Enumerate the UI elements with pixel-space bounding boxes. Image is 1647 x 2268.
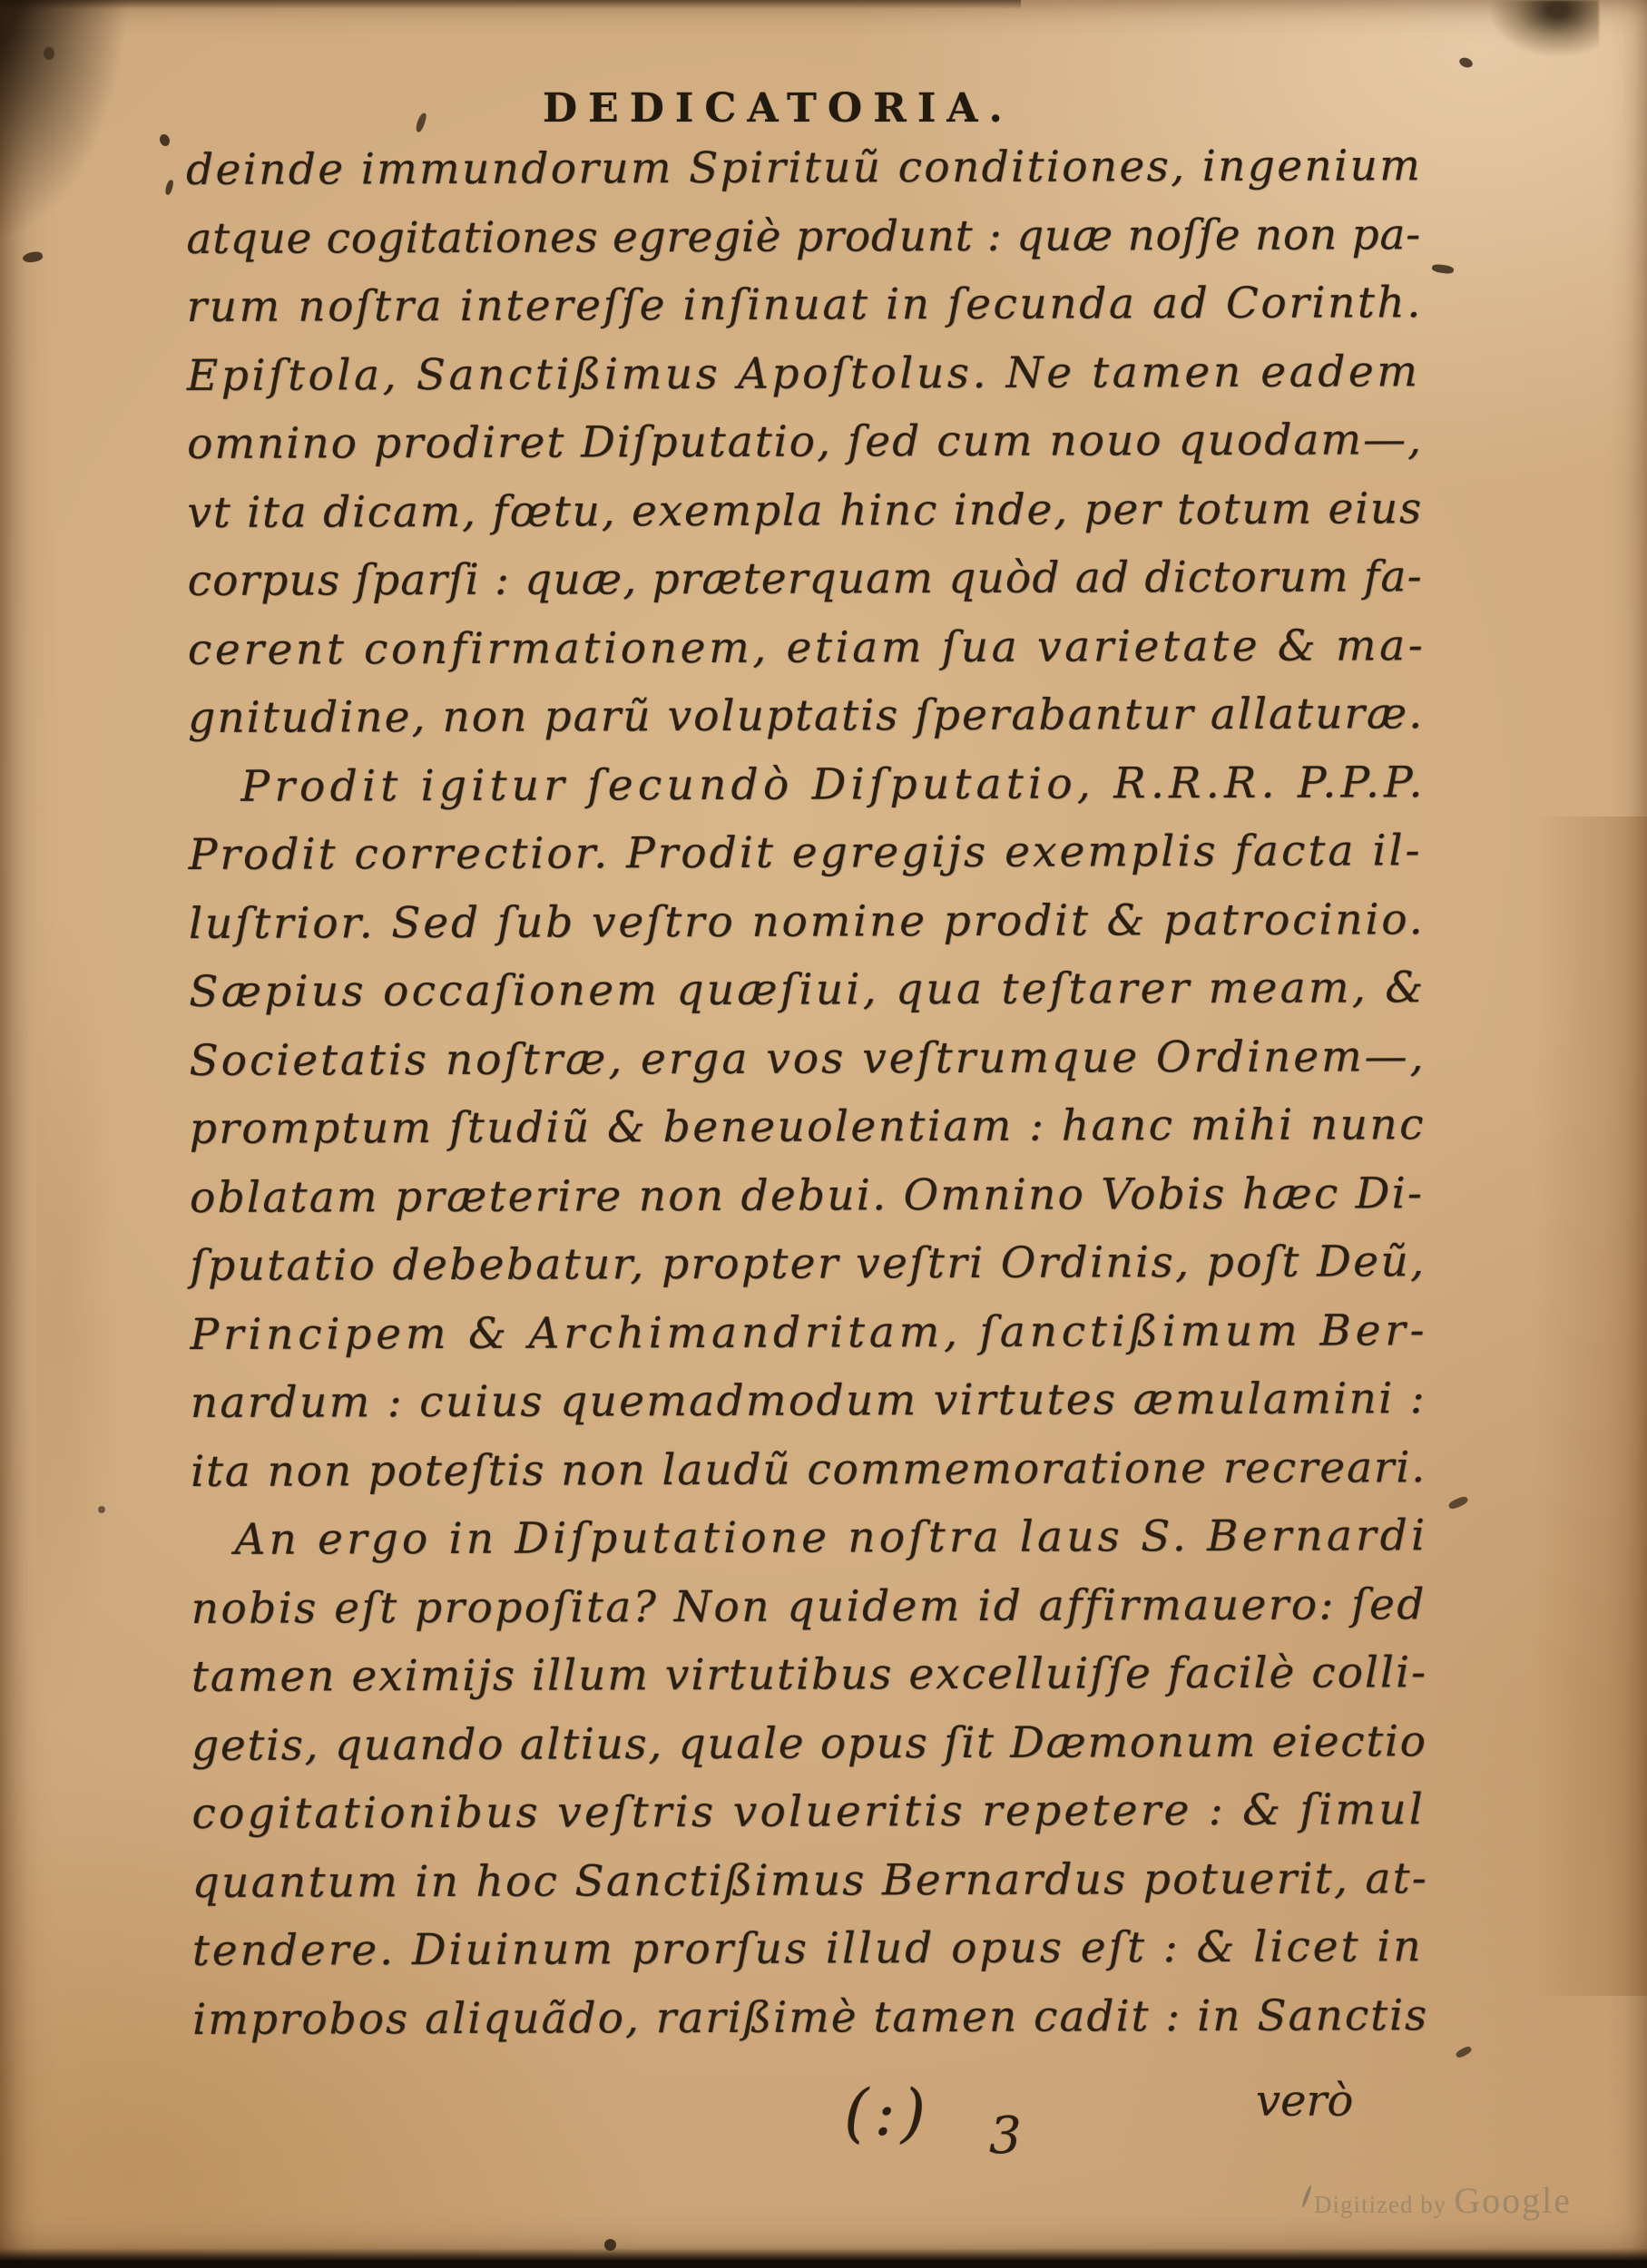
text-line-content: nardum : cuius quemadmodum virtutes æmulamini : [190, 1374, 1427, 1428]
text-line-content: vt ita dicam, fœtu, exempla hinc inde, per totum eius [187, 483, 1424, 538]
ink-speck [98, 1506, 105, 1513]
text-line [188, 885, 1426, 958]
text-line [187, 474, 1424, 547]
ink-smudge [1490, 0, 1599, 56]
text-line-content: Societatis noſtræ, erga vos veſtrumque Ordinem—, [189, 1031, 1426, 1086]
text-line-content: An ergo in Diſputatione noſtra laus S. Bernardi [234, 1510, 1429, 1565]
text-line [186, 132, 1423, 204]
text-line [188, 679, 1425, 752]
text-line-content: cogitationibus veſtris volueritis repetere : & ſimul [191, 1784, 1426, 1839]
text-line-content: Principem & Archimandritam, ſanctißimum Ber- [190, 1305, 1429, 1360]
scan-edge-top [0, 0, 1021, 9]
text-line-content: oblatam præterire non debui. Omnino Vobis hæc Di- [189, 1168, 1425, 1223]
text-line-content: tamen eximijs illum virtutibus excelluiſſe facilè colli- [191, 1647, 1428, 1702]
text-line [191, 1364, 1425, 1437]
signature-number: 3 [989, 2107, 1022, 2165]
text-line [190, 1227, 1424, 1300]
ink-speck [160, 134, 170, 146]
catchword: verò [1256, 2076, 1354, 2126]
text-line [192, 1981, 1429, 2054]
text-line [190, 1090, 1424, 1163]
ink-speck [44, 47, 54, 60]
scan-edge-bottom [0, 2248, 1647, 2268]
text-line-content: ſputatio debebatur, propter veſtri Ordinis, poſt Deũ, [190, 1237, 1426, 1291]
text-line [191, 1501, 1429, 1574]
ink-speck [164, 179, 174, 195]
text-line [190, 1159, 1424, 1232]
text-line-content: getis, quando altius, quale opus ſit Dæmonum eiectio [191, 1716, 1427, 1771]
text-line-content: omnino prodiret Diſputatio, ſed cum nouo quodam—, [187, 415, 1424, 469]
scan-corner-shadow [0, 0, 136, 254]
text-line [188, 543, 1422, 615]
text-line-content: Prodit correctior. Prodit egregijs exemplis facta il- [188, 826, 1423, 880]
google-logo-watermark: Google [1454, 2180, 1572, 2221]
text-line [191, 1844, 1429, 1917]
text-line-content: atque cogitationes egregiè produnt : quæ noſſe non pa- [186, 209, 1421, 264]
ink-speck [1458, 56, 1475, 70]
paper-stain [36, 907, 118, 1724]
body-text-block [186, 132, 1429, 2054]
text-line [191, 1775, 1426, 1848]
text-line-content: luſtrior. Sed ſub veſtro nomine prodit & patrocinio. [188, 894, 1426, 949]
text-line [189, 816, 1423, 889]
text-line-content: Sæpius occaſionem quæſiui, qua teſtarer meam, & [189, 963, 1426, 1017]
text-line [191, 1707, 1426, 1780]
text-line [189, 953, 1426, 1026]
text-line [191, 1638, 1426, 1711]
ink-speck [1431, 263, 1454, 274]
text-line-content: ita non poteſtis non laudũ commemoratione recreari. [191, 1442, 1427, 1497]
watermark-prefix: Digitized by [1314, 2191, 1447, 2218]
paper-stain [1534, 816, 1647, 1996]
text-line [187, 269, 1421, 341]
text-line-content: tendere. Diuinum prorſus illud opus eſt : & licet in [191, 1921, 1424, 1976]
ink-speck [415, 112, 427, 132]
text-line [187, 611, 1426, 684]
signature-mark: (:) [844, 2076, 932, 2150]
text-line-content: Epiſtola, Sanctißimus Apoſtolus. Ne tamen eadem [186, 346, 1421, 401]
text-line-content: promptum ſtudiũ & beneuolentiam : hanc mihi nunc [189, 1100, 1426, 1154]
ink-speck [1455, 2045, 1473, 2059]
text-line [187, 337, 1421, 410]
text-line [186, 200, 1420, 273]
text-line [189, 1022, 1426, 1095]
text-line-content: nobis eſt propoſita? Non quidem id affirmauero: ſed [191, 1579, 1427, 1634]
digitized-watermark [1314, 2179, 1572, 2222]
text-line [191, 1433, 1425, 1506]
text-line-content: gnitudine, non parũ voluptatis ſperabantur allaturæ. [188, 689, 1425, 743]
text-line-content: improbos aliquãdo, rarißimè tamen cadit : in Sanctis [192, 1989, 1429, 2045]
ink-speck [1447, 1495, 1469, 1510]
text-line-content: Prodit igitur ſecundò Diſputatio, R.R.R. P.P.P. [240, 757, 1427, 812]
text-line-content: quantum in hoc Sanctißimus Bernardus potuerit, at- [191, 1853, 1429, 1908]
text-line [191, 1570, 1426, 1643]
text-line [192, 1912, 1426, 1985]
text-line [188, 748, 1427, 821]
ink-speck [1301, 2185, 1313, 2208]
page-heading: DEDICATORIA. [543, 85, 1014, 132]
text-line [187, 406, 1424, 478]
text-line-content: cerent confirmationem, etiam ſua varietate & ma- [187, 620, 1426, 675]
ink-speck [604, 2239, 616, 2251]
text-line-content: corpus ſparſi : quæ, præterquam quòd ad dictorum fa- [187, 552, 1423, 606]
text-line-content: rum noſtra intereſſe inſinuat in ſecunda ad Corinth. [186, 278, 1423, 332]
text-line-content: deinde immundorum Spirituũ conditiones, ingenium [186, 141, 1423, 195]
text-line [190, 1296, 1429, 1369]
